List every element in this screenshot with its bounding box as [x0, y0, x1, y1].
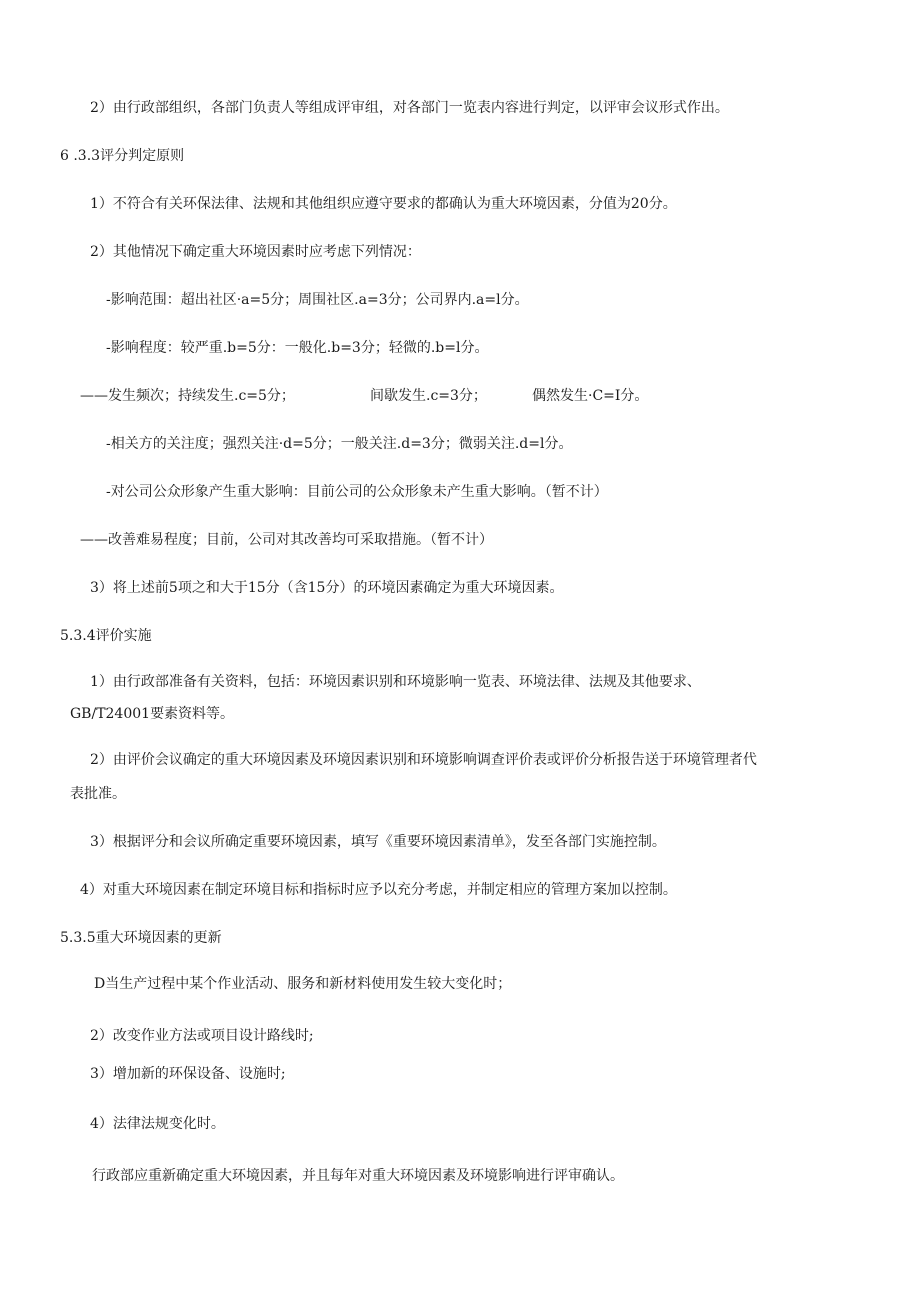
- paragraph-635-item-1: D当生产过程中某个作业活动、服务和新材料使用发生较大变化时；: [94, 976, 512, 992]
- section-heading-5-3-5: 5.3.5重大环境因素的更新: [60, 930, 222, 946]
- paragraph-634-item-1: 1）由行政部准备有关资料，包括：环境因素识别和环境影响一览表、环境法律、法规及其他要求、: [90, 674, 701, 690]
- paragraph-635-item-3: 3）增加新的环保设备、设施时;: [90, 1066, 286, 1082]
- paragraph-634-item-1-cont: GB/T24001要素资料等。: [70, 706, 235, 722]
- criterion-impact-scope: -影响范围：超出社区·a=5分；周围社区.a=3分；公司界内.a=l分。: [106, 292, 529, 308]
- paragraph-633-item-1: 1）不符合有关环保法律、法规和其他组织应遵守要求的都确认为重大环境因素，分值为20分。: [90, 196, 677, 212]
- criterion-improvement-difficulty: ——改善难易程度；目前，公司对其改善均可采取措施。（暂不计）: [80, 532, 493, 548]
- criterion-public-image: -对公司公众形象产生重大影响：目前公司的公众形象未产生重大影响。（暂不计）: [106, 484, 608, 500]
- criterion-frequency: ——发生频次；持续发生.c=5分；: [80, 388, 295, 404]
- paragraph-634-item-2-cont: 表批准。: [70, 786, 126, 802]
- paragraph-633-item-2: 2）其他情况下确定重大环境因素时应考虑下列情况：: [90, 244, 421, 260]
- paragraph-634-item-4: 4）对重大环境因素在制定环境目标和指标时应予以充分考虑，并制定相应的管理方案加以控制。: [80, 882, 677, 898]
- criterion-frequency-intermittent: 间歇发生.c=3分；: [370, 388, 487, 404]
- criterion-frequency-occasional: 偶然发生·C=I分。: [532, 388, 649, 404]
- paragraph-634-item-2: 2）由评价会议确定的重大环境因素及环境因素识别和环境影响调查评价表或评价分析报告送于环境管理者代: [90, 752, 757, 768]
- paragraph-633-item-3: 3）将上述前5项之和大于15分（含15分）的环境因素确定为重大环境因素。: [90, 580, 564, 596]
- criterion-impact-degree: -影响程度：较严重.b=5分：一般化.b=3分；轻微的.b=l分。: [106, 340, 489, 356]
- criterion-stakeholder-attention: -相关方的关注度；强烈关注·d=5分；一般关注.d=3分；微弱关注.d=l分。: [106, 436, 573, 452]
- paragraph-634-item-3: 3）根据评分和会议所确定重要环境因素，填写《重要环境因素清单》，发至各部门实施控制。: [90, 834, 666, 850]
- section-heading-6-3-3: 6 .3.3评分判定原则: [60, 148, 185, 164]
- paragraph-635-item-2: 2）改变作业方法或项目设计路线时;: [90, 1028, 314, 1044]
- paragraph-635-closing: 行政部应重新确定重大环境因素，并且每年对重大环境因素及环境影响进行评审确认。: [92, 1168, 624, 1184]
- paragraph-review-team: 2）由行政部组织，各部门负责人等组成评审组，对各部门一览表内容进行判定，以评审会议形式作出。: [90, 100, 729, 116]
- section-heading-5-3-4: 5.3.4评价实施: [60, 628, 152, 644]
- paragraph-635-item-4: 4）法律法规变化时。: [90, 1116, 225, 1132]
